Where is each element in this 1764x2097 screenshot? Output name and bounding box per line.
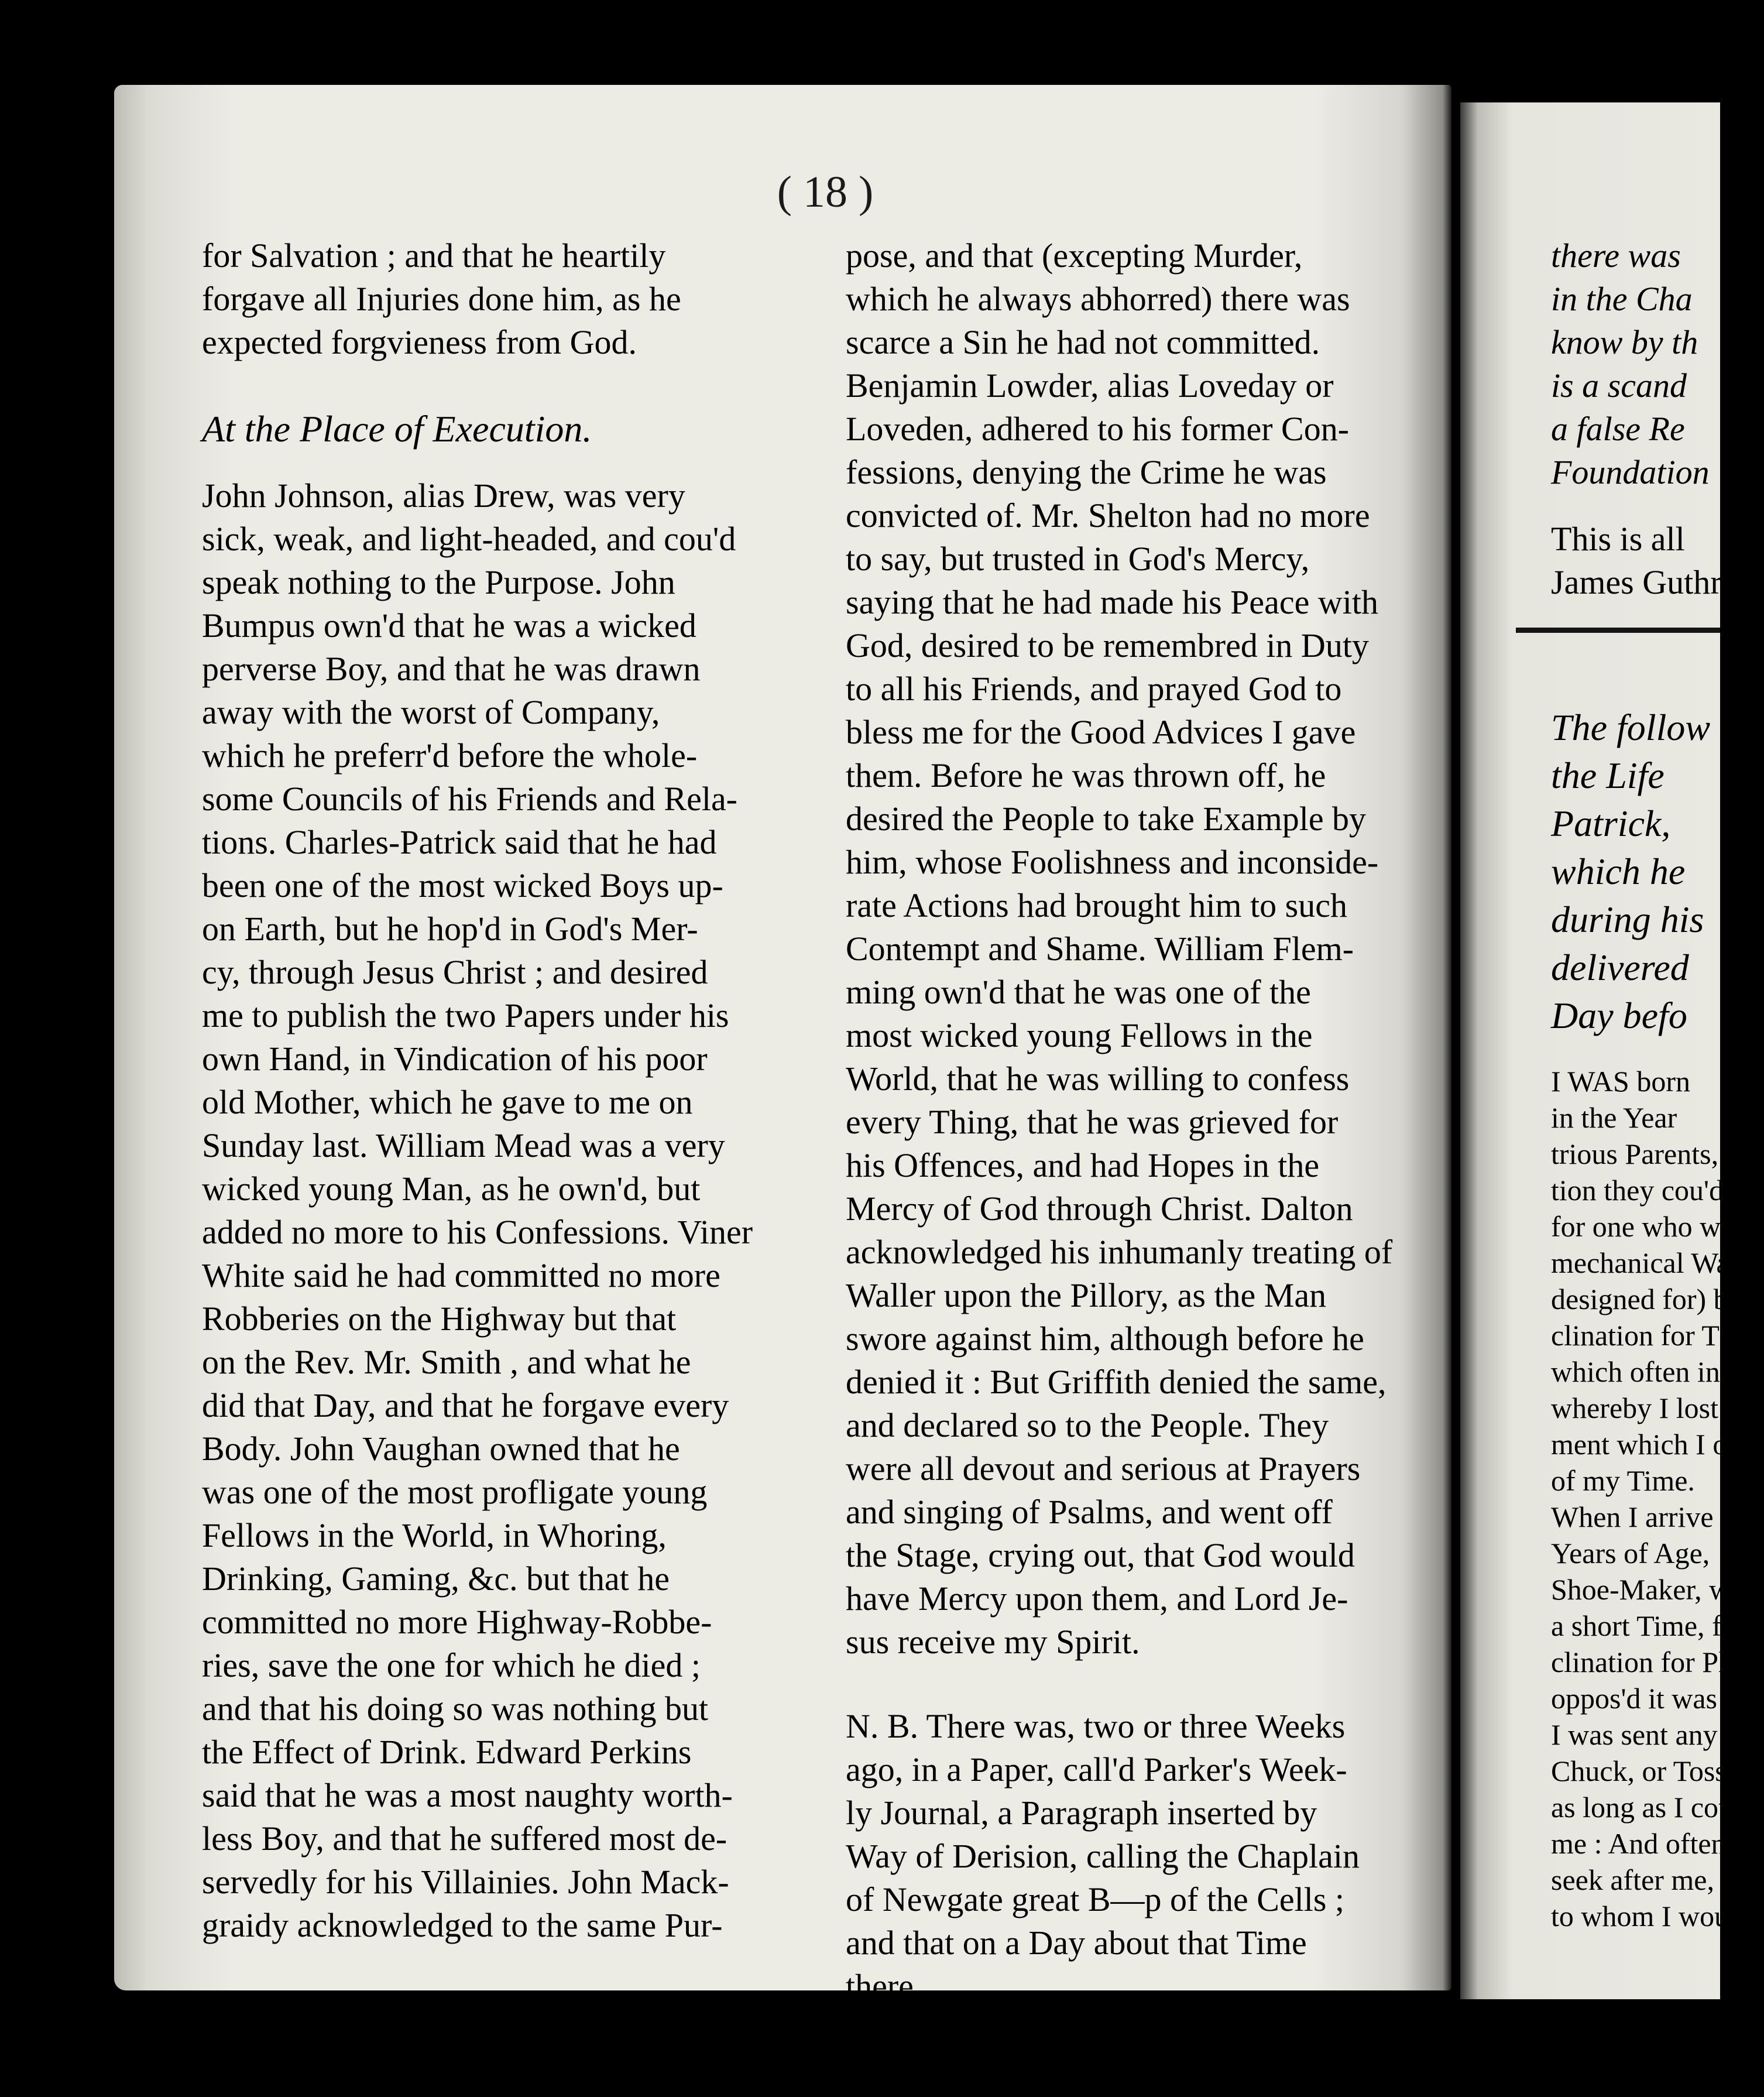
text-line: which he always abhorred) there was (846, 280, 1350, 318)
heading-line: which he (1551, 851, 1686, 892)
text-line: which often in (1551, 1355, 1720, 1388)
text-line: Robberies on the Highway but that (202, 1300, 677, 1338)
nb-line: ly Journal, a Paragraph inserted by (846, 1794, 1317, 1832)
text-line: to say, but trusted in God's Mercy, (846, 540, 1310, 578)
left-intro-paragraph (202, 234, 811, 364)
text-line: swore against him, although before he (846, 1320, 1364, 1358)
text-line: bless me for the Good Advices I gave (846, 713, 1356, 751)
nb-line: ago, in a Paper, call'd Parker's Week- (846, 1750, 1347, 1788)
text-line: his Offences, and had Hopes in the (846, 1146, 1320, 1184)
text-line: most wicked young Fellows in the (846, 1016, 1313, 1054)
text-line: rate Actions had brought him to such (846, 886, 1347, 924)
nb-line: N. B. There was, two or three Weeks (846, 1707, 1346, 1745)
text-line: Loveden, adhered to his former Con- (846, 410, 1350, 448)
text-line: me to publish the two Papers under his (202, 996, 729, 1034)
text-line: a false Re (1551, 410, 1685, 448)
right-signoff (1551, 518, 1731, 604)
text-line: on the Rev. Mr. Smith , and what he (202, 1343, 691, 1381)
text-line: Shoe-Maker, w (1551, 1573, 1731, 1606)
text-line: Years of Age, (1551, 1537, 1710, 1570)
right-heading (1551, 704, 1720, 1040)
heading-line: The follow (1551, 707, 1711, 748)
text-line: for one who w (1551, 1210, 1721, 1243)
text-line: were all devout and serious at Prayers (846, 1450, 1361, 1488)
text-line: sus receive my Spirit. (846, 1623, 1140, 1661)
heading-line: the Life (1551, 755, 1665, 796)
text-line: added no more to his Confessions. Viner (202, 1213, 753, 1251)
text-line: did that Day, and that he forgave every (202, 1386, 729, 1424)
text-line: a short Time, f (1551, 1609, 1722, 1642)
text-line: cy, through Jesus Christ ; and desired (202, 953, 708, 991)
text-line: Benjamin Lowder, alias Loveday or (846, 366, 1334, 405)
text-line: in the Cha (1551, 280, 1693, 318)
text-line: Drinking, Gaming, &c. but that he (202, 1560, 670, 1598)
text-line: graidy acknowledged to the same Pur- (202, 1906, 723, 1944)
text-line: I WAS born (1551, 1065, 1690, 1098)
text-line: pose, and that (excepting Murder, (846, 237, 1303, 275)
text-line: was one of the most profligate young (202, 1473, 708, 1511)
text-line: the Effect of Drink. Edward Perkins (202, 1733, 692, 1771)
text-line: Mercy of God through Christ. Dalton (846, 1190, 1353, 1228)
middle-body-paragraph (846, 234, 1454, 1664)
text-line: tions. Charles-Patrick said that he had (202, 823, 717, 861)
text-line: to whom I would (1551, 1900, 1752, 1932)
middle-column (846, 234, 1454, 2008)
text-line: sick, weak, and light-headed, and cou'd (202, 520, 736, 558)
text-line: him, whose Foolishness and inconside- (846, 843, 1379, 881)
text-line: Bumpus own'd that he was a wicked (202, 607, 696, 645)
text-line: God, desired to be remembred in Duty (846, 626, 1369, 664)
text-line: Body. John Vaughan owned that he (202, 1430, 680, 1468)
text-line: for Salvation ; and that he heartily (202, 237, 666, 275)
right-column (1551, 234, 1764, 1934)
page-number: ( 18 ) (777, 167, 874, 217)
text-line: there was (1551, 237, 1681, 275)
text-line: the Stage, crying out, that God would (846, 1536, 1355, 1574)
text-line: said that he was a most naughty worth- (202, 1776, 733, 1814)
text-line: wicked young Man, as he own'd, but (202, 1170, 701, 1208)
text-line: less Boy, and that he suffered most de- (202, 1820, 727, 1858)
text-line: trious Parents, (1551, 1137, 1719, 1170)
text-line: John Johnson, alias Drew, was very (202, 477, 685, 515)
text-line: mechanical Wa (1551, 1246, 1729, 1279)
text-line: oppos'd it was in (1551, 1682, 1748, 1715)
nb-line: Way of Derision, calling the Chaplain (846, 1837, 1360, 1875)
nb-line: there (846, 1967, 914, 2005)
text-line: clination for T (1551, 1319, 1720, 1352)
text-line: ries, save the one for which he died ; (202, 1646, 701, 1684)
signoff-line: This is all (1551, 520, 1685, 558)
heading-line: Day befo (1551, 995, 1687, 1036)
execution-heading: At the Place of Execution. (202, 408, 592, 450)
text-line: perverse Boy, and that he was drawn (202, 650, 701, 688)
text-line: and that his doing so was nothing but (202, 1690, 709, 1728)
text-line: me : And often (1551, 1827, 1726, 1860)
text-line: I was sent any w (1551, 1718, 1746, 1751)
text-line: convicted of. Mr. Shelton had no more (846, 496, 1370, 534)
text-line: to all his Friends, and prayed God to (846, 670, 1342, 708)
text-line: scarce a Sin he had not committed. (846, 323, 1320, 361)
text-line: ming own'd that he was one of the (846, 973, 1311, 1011)
text-line: as long as I could (1551, 1791, 1756, 1824)
text-line: acknowledged his inhumanly treating of (846, 1233, 1393, 1271)
text-line: whereby I lost a (1551, 1392, 1739, 1424)
text-line: servedly for his Villainies. John Mack- (202, 1863, 729, 1901)
text-line: forgave all Injuries done him, as he (202, 280, 681, 318)
text-line: World, that he was willing to confess (846, 1060, 1350, 1098)
text-line: seek after me, he (1551, 1863, 1749, 1896)
text-line: is a scand (1551, 366, 1687, 405)
text-line: Fellows in the World, in Whoring, (202, 1516, 667, 1554)
text-line: which he preferr'd before the whole- (202, 736, 698, 775)
text-line: own Hand, in Vindication of his poor (202, 1040, 708, 1078)
text-line: fessions, denying the Crime he was (846, 453, 1327, 491)
text-line: designed for) bu (1551, 1283, 1743, 1315)
text-line: Foundation (1551, 453, 1710, 491)
text-line: and singing of Psalms, and went off (846, 1493, 1333, 1531)
text-line: them. Before he was thrown off, he (846, 756, 1326, 794)
text-line: Sunday last. William Mead was a very (202, 1126, 725, 1164)
text-line: clination for Pla (1551, 1646, 1740, 1678)
text-line: know by th (1551, 323, 1698, 361)
text-line: have Mercy upon them, and Lord Je- (846, 1579, 1348, 1618)
text-line: every Thing, that he was grieved for (846, 1103, 1339, 1141)
text-line: saying that he had made his Peace with (846, 583, 1379, 621)
right-top-paragraph (1551, 234, 1720, 494)
heading-line: Patrick, (1551, 803, 1671, 844)
text-line: committed no more Highway-Robbe- (202, 1603, 712, 1641)
heading-line: during his (1551, 899, 1704, 940)
nb-paragraph (846, 1705, 1454, 2008)
nb-line: of Newgate great B—p of the Cells ; (846, 1880, 1345, 1918)
left-body-paragraph (202, 474, 811, 1947)
nb-line: and that on a Day about that Time (846, 1924, 1307, 1962)
text-line: been one of the most wicked Boys up- (202, 866, 723, 904)
text-line: ment which I ou (1551, 1428, 1742, 1461)
text-line: and declared so to the People. They (846, 1406, 1329, 1444)
text-line: When I arrive (1551, 1500, 1714, 1533)
text-line: expected forgvieness from God. (202, 323, 637, 361)
signoff-line: James Guthri (1551, 563, 1731, 601)
text-line: on Earth, but he hop'd in God's Mer- (202, 910, 698, 948)
text-line: speak nothing to the Purpose. John (202, 563, 675, 601)
text-line: Waller upon the Pillory, as the Man (846, 1276, 1327, 1314)
text-line: denied it : But Griffith denied the same, (846, 1363, 1387, 1401)
text-line: desired the People to take Example by (846, 800, 1367, 838)
text-line: of my Time. (1551, 1464, 1695, 1497)
text-line: old Mother, which he gave to me on (202, 1083, 693, 1121)
text-line: White said he had committed no more (202, 1256, 720, 1294)
text-line: Contempt and Shame. William Flem- (846, 930, 1354, 968)
text-line: some Councils of his Friends and Rela- (202, 780, 738, 818)
heading-line: delivered (1551, 947, 1689, 988)
left-column (202, 234, 811, 1947)
text-line: in the Year (1551, 1101, 1677, 1134)
text-line: Chuck, or Tossing (1551, 1755, 1764, 1787)
text-line: tion they cou'd (1551, 1174, 1724, 1207)
right-body-paragraph (1551, 1063, 1764, 1934)
text-line: away with the worst of Company, (202, 693, 660, 731)
